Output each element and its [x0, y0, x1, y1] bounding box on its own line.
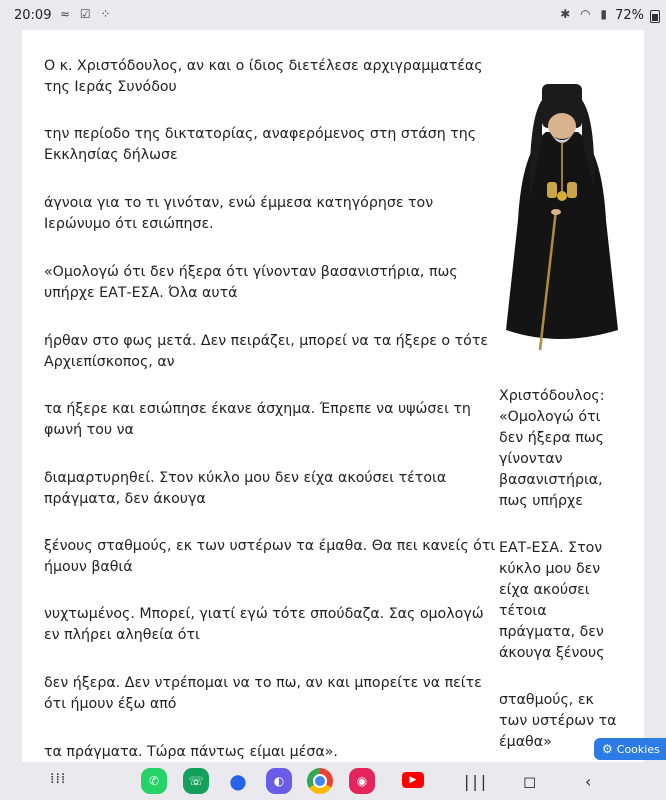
status-bar [0, 0, 666, 30]
article-paragraph: τα ήξερε και εσιώπησε έκανε άσχημα. Έπρεπε να υψώσει τη φωνή του να [44, 401, 471, 438]
article-paragraph: ξένους σταθμούς, εκ των υστέρων τα έμαθα. Θα πει κανείς ότι ήμουν βαθιά [44, 538, 496, 575]
status-time: 20:09 [14, 8, 52, 23]
article-paragraph: την περίοδο της δικτατορίας, αναφερόμενος στη στάση της Εκκλησίας δήλωσε [44, 126, 477, 163]
archbishop-photo [498, 80, 626, 350]
recent-apps-icon[interactable]: ||| [464, 772, 490, 791]
article-paragraph: δεν ήξερα. Δεν ντρέπομαι να το πω, αν και μπορείτε να πείτε ότι ήμουν έξω από [44, 675, 482, 712]
navigation-bar [0, 762, 666, 800]
notification-icons: ≈ ☑ ⁘ [60, 7, 114, 21]
article-paragraph: Ο κ. Χριστόδουλος, αν και ο ίδιος διετέλεσε αρχιγραμματέας της Ιεράς Συνόδου [44, 58, 483, 95]
image-caption: σταθμούς, εκ των υστέρων τα έμαθα» [499, 692, 617, 750]
gear-icon: ⚙ [602, 742, 613, 756]
image-caption: Χριστόδουλος: «Ομολογώ ότι δεν ήξερα πως γίνονταν βασανιστήρια, πως υπήρχε [499, 388, 605, 509]
article-paragraph: τα πράγματα. Τώρα πάντως είμαι μέσα». [44, 744, 338, 760]
article-paragraph: «Ομολογώ ότι δεν ήξερα ότι γίνονταν βασανιστήρια, πως υπήρχε ΕΑΤ-ΕΣΑ. Όλα αυτά [44, 264, 458, 301]
cookies-button[interactable] [594, 738, 666, 760]
article-paragraph: άγνοια για το τι γινόταν, ενώ έμμεσα κατηγόρησε τον Ιερώνυμο ότι εσιώπησε. [44, 195, 434, 232]
back-icon[interactable]: ‹ [585, 772, 592, 791]
battery-icon [650, 10, 660, 23]
article-paragraph: νυχτωμένος. Μπορεί, γιατί εγώ τότε σπούδαζα. Σας ομολογώ εν πλήρει αληθεία ότι [44, 606, 484, 643]
image-caption: ΕΑΤ-ΕΣΑ. Στον κύκλο μου δεν είχα ακούσει τέτοια πράγματα, δεν άκουγα ξένους [499, 540, 605, 661]
cookies-label: Cookies [616, 743, 660, 756]
chrome-icon[interactable] [307, 768, 333, 794]
camera-icon[interactable]: ◉ [349, 768, 375, 794]
whatsapp-icon[interactable]: ✆ [141, 768, 167, 794]
messages-icon[interactable]: ● [229, 769, 247, 793]
connectivity-icons: ✱ ◠ ▮ [560, 7, 610, 21]
article-page[interactable] [22, 30, 644, 762]
browser-icon[interactable]: ◐ [266, 768, 292, 794]
article-paragraph: ήρθαν στο φως μετά. Δεν πειράζει, μπορεί να τα ήξερε ο τότε Αρχιεπίσκοπος, αν [44, 333, 489, 370]
youtube-icon[interactable]: ▶ [402, 772, 424, 788]
battery-level: 72% [615, 8, 644, 23]
article-paragraph: διαμαρτυρηθεί. Στον κύκλο μου δεν είχα ακούσει τέτοια πράγματα, δεν άκουγα [44, 470, 447, 507]
home-icon[interactable]: ◻ [523, 772, 537, 791]
apps-grid-icon[interactable]: ⁞⁞⁞ [50, 771, 67, 787]
phone-icon[interactable]: ☏ [183, 768, 209, 794]
